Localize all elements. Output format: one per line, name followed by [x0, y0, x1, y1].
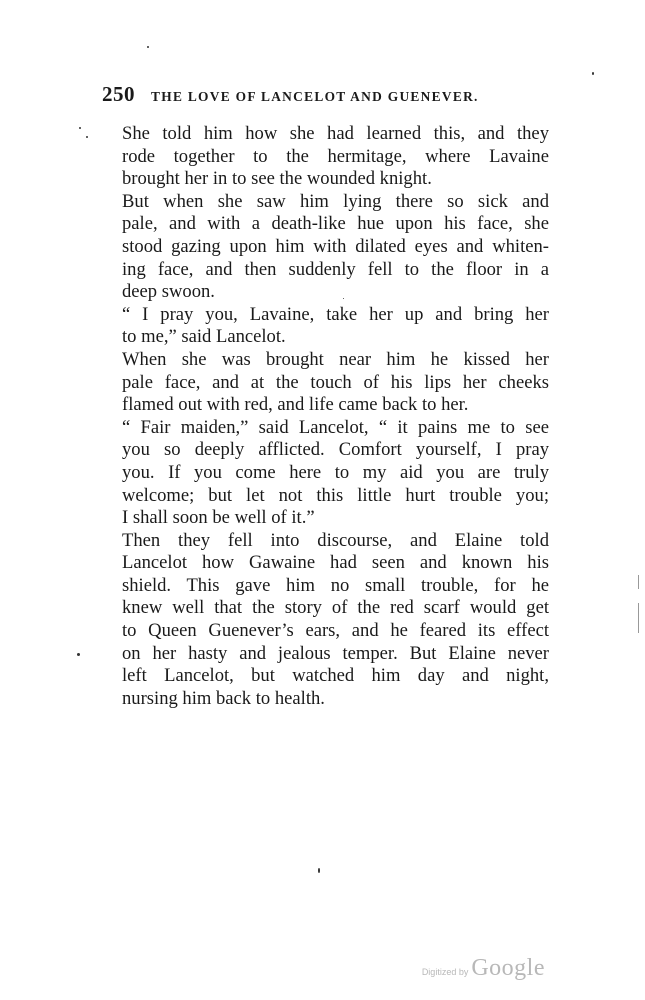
paragraph	[102, 191, 549, 304]
text-line: welcome; but let not this little hurt trouble you;	[122, 484, 549, 506]
scan-speck	[79, 127, 81, 129]
text-line: “ I pray you, Lavaine, take her up and bring her	[122, 303, 549, 325]
text-line: I shall soon be well of it.”	[122, 507, 315, 529]
text-line: But when she saw him lying there so sick and	[122, 190, 549, 212]
text-line: “ Fair maiden,” said Lancelot, “ it pains me to see	[122, 416, 549, 438]
scan-speck	[86, 136, 88, 138]
scan-speck	[77, 653, 80, 656]
text-line: Then they fell into discourse, and Elaine told	[122, 529, 549, 551]
text-line: When she was brought near him he kissed her	[122, 348, 549, 370]
page-header	[102, 82, 532, 107]
text-line: stood gazing upon him with dilated eyes and whiten-	[122, 235, 549, 257]
text-line: to Queen Guenever’s ears, and he feared its effect	[122, 620, 549, 642]
text-line: nursing him back to health.	[122, 687, 325, 709]
text-line: deep swoon.	[122, 281, 215, 303]
text-line: left Lancelot, but watched him day and night,	[122, 665, 549, 687]
google-logo: Google	[471, 955, 545, 981]
paragraph	[102, 349, 549, 417]
paragraph	[102, 304, 549, 349]
text-line: knew well that the story of the red scarf would get	[122, 597, 549, 619]
text-line: Lancelot how Gawaine had seen and known his	[122, 552, 549, 574]
text-line: on her hasty and jealous temper. But Elaine never	[122, 642, 549, 664]
text-line: shield. This gave him no small trouble, for he	[122, 574, 549, 596]
digitized-watermark	[422, 955, 545, 982]
scan-mark	[638, 575, 639, 589]
text-line: you so deeply afflicted. Comfort yourself, I pray	[122, 439, 549, 461]
text-line: ing face, and then suddenly fell to the floor in a	[122, 258, 549, 280]
text-line: you. If you come here to my aid you are truly	[122, 461, 549, 483]
text-line: brought her in to see the wounded knight.	[122, 168, 432, 190]
scan-speck	[318, 868, 320, 873]
text-line: pale, and with a death-like hue upon his face, she	[122, 213, 549, 235]
text-line: flamed out with red, and life came back to her.	[122, 394, 469, 416]
paragraph	[102, 417, 549, 530]
scan-speck	[343, 298, 344, 299]
paragraph	[102, 123, 549, 191]
page-number: 250	[102, 82, 135, 106]
text-line: to me,” said Lancelot.	[122, 326, 286, 348]
scan-speck	[147, 46, 149, 48]
paragraph	[102, 530, 549, 711]
body-text	[102, 123, 549, 710]
text-line: pale face, and at the touch of his lips her cheeks	[122, 371, 549, 393]
watermark-prefix: Digitized by	[421, 967, 469, 977]
scan-mark	[638, 603, 639, 633]
running-head: THE LOVE OF LANCELOT AND GUENEVER.	[151, 89, 479, 104]
scan-speck	[592, 72, 594, 75]
text-line: rode together to the hermitage, where Lavaine	[122, 145, 549, 167]
text-line: She told him how she had learned this, and they	[122, 123, 549, 144]
